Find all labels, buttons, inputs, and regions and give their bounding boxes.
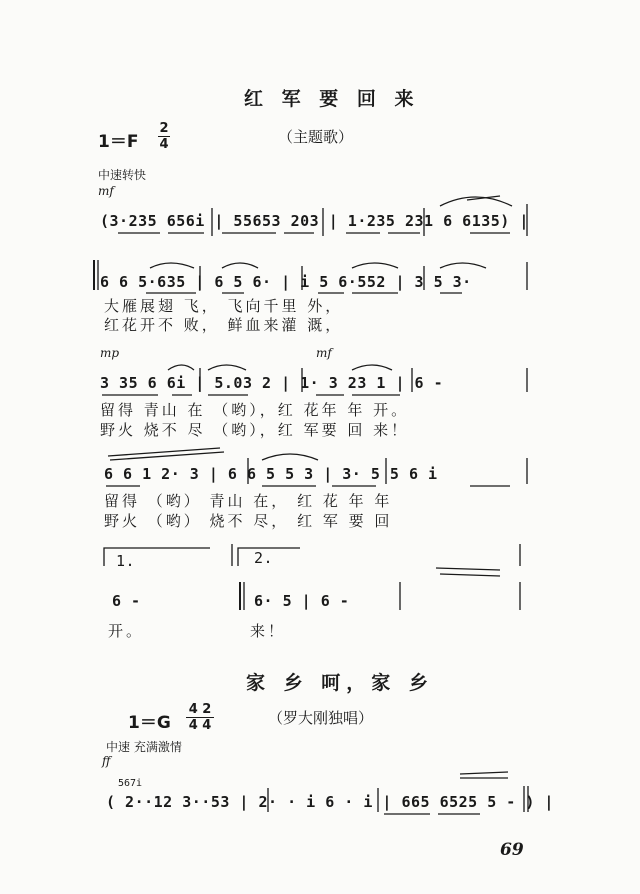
lyric-line-3b: 野火 烧不 尽 （哟），红 军要 回 来！ bbox=[100, 421, 410, 439]
tempo-marking: 中速转快 bbox=[98, 168, 147, 182]
song-title: 红 军 要 回 来 bbox=[244, 88, 420, 110]
lyric-line-3a: 留得 青山 在 （哟），红 花年 年 开。 bbox=[100, 401, 410, 419]
time-numerator: 2 bbox=[159, 121, 169, 136]
key-signature: 1＝F bbox=[98, 132, 139, 152]
tempo-marking-2: 中速 充满激情 bbox=[106, 740, 182, 754]
music-line-5a: 6 - bbox=[112, 592, 141, 610]
dynamic-mf: mf bbox=[316, 346, 332, 360]
music-line-2: 6 6 5·635 | 6 5 6· | i 5 6·552 | 3 5 3· bbox=[100, 273, 472, 291]
music-line-5b: 6· 5 | 6 - bbox=[254, 592, 350, 610]
music-line-4: 6 6 1 2· 3 | 6 6 5 5 3 | 3· 5 5 6 i bbox=[104, 465, 438, 483]
music-line-3: 3 35 6 6i | 5.03 2 | 1· 3 23 1 | 6 - bbox=[100, 374, 444, 392]
lyric-line-4b: 野火 （哟） 烧不 尽， 红 军 要 回 bbox=[104, 512, 393, 530]
lyric-line-5a: 开。 bbox=[108, 622, 145, 640]
time-denominator: 4 bbox=[159, 137, 169, 152]
lyric-line-4a: 留得 （哟） 青山 在， 红 花 年 年 bbox=[104, 492, 393, 510]
dynamic-mp: mp bbox=[100, 346, 120, 360]
lyric-line-5b: 来！ bbox=[250, 622, 287, 640]
page-number: 69 bbox=[500, 840, 524, 860]
time-denominator-2: 4 4 bbox=[188, 718, 212, 733]
music-line-song2: ( 2··12 3··53 | 2· · i 6 · i | 665 6525 5 - ) | bbox=[106, 793, 554, 811]
volta-1-label: 1. bbox=[116, 552, 136, 570]
lyric-line-2b: 红花开不 败， 鲜血来灌 溉， bbox=[104, 316, 344, 334]
music-line-1: (3·235 656i | 55653 203 | 1·235 231 6 6135) | bbox=[100, 212, 529, 230]
volta-2-label: 2. bbox=[254, 549, 274, 567]
song-subtitle: （主题歌） bbox=[278, 128, 354, 146]
dynamic-marking-2: ff bbox=[102, 754, 111, 768]
song-subtitle-2: （罗大刚独唱） bbox=[268, 709, 374, 727]
song-title-2: 家 乡 呵，家 乡 bbox=[246, 672, 434, 694]
grace-notes: 567i bbox=[118, 778, 143, 789]
time-numerator-2: 4 2 bbox=[188, 702, 212, 717]
lyric-line-2a: 大雁展翅 飞， 飞向千里 外， bbox=[104, 297, 344, 315]
dynamic-marking: mf bbox=[98, 184, 114, 198]
key-signature-2: 1＝G bbox=[128, 713, 171, 733]
